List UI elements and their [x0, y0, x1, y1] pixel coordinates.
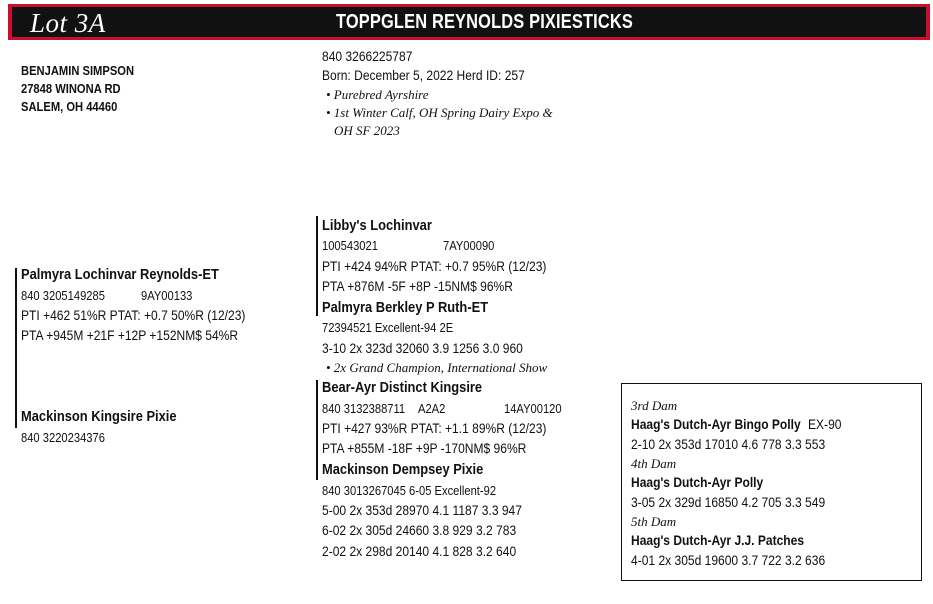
third-dam-score: EX-90 [808, 416, 842, 432]
lot-number: Lot 3A [30, 8, 106, 38]
dam-dam-record-1: 5-00 2x 353d 28970 4.1 1187 3.3 947 [322, 502, 522, 518]
header-banner-inner [12, 7, 926, 37]
sire-dam-record: 3-10 2x 323d 32060 3.9 1256 3.0 960 [322, 340, 523, 356]
third-dam-record: 2-10 2x 353d 17010 4.6 778 3.3 553 [631, 436, 826, 452]
pedigree-line-sire-side [316, 216, 318, 316]
fourth-dam-label: 4th Dam [631, 456, 677, 471]
sire-sire-name: Libby's Lochinvar [322, 217, 432, 234]
third-dam-name: Haag's Dutch-Ayr Bingo Polly [631, 416, 801, 432]
animal-born: Born: December 5, 2022 Herd ID: 257 [322, 67, 525, 83]
sire-name: Palmyra Lochinvar Reynolds-ET [21, 266, 219, 283]
fifth-dam-label: 5th Dam [631, 514, 677, 529]
sire-dam-id: 72394521 Excellent-94 2E [322, 320, 454, 335]
consignor-name: BENJAMIN SIMPSON [21, 63, 135, 78]
sire-pta: PTA +945M +21F +12P +152NM$ 54%R [21, 327, 239, 343]
dam-sire-reg: A2A2 [418, 401, 446, 416]
sire-id: 840 3205149285 [21, 288, 105, 303]
sire-sire-id: 100543021 [322, 238, 378, 253]
fifth-dam-record: 4-01 2x 305d 19600 3.7 722 3.2 636 [631, 552, 826, 568]
fourth-dam-record: 3-05 2x 329d 16850 4.2 705 3.3 549 [631, 494, 826, 510]
sire-sire-pti: PTI +424 94%R PTAT: +0.7 95%R (12/23) [322, 258, 547, 274]
fifth-dam-name: Haag's Dutch-Ayr J.J. Patches [631, 532, 805, 548]
pedigree-line-dam-side [316, 380, 318, 480]
animal-id: 840 3266225787 [322, 48, 413, 64]
dam-sire-id: 840 3132388711 [322, 401, 406, 416]
dam-sire-pti: PTI +427 93%R PTAT: +1.1 89%R (12/23) [322, 420, 547, 436]
sire-dam-note: • 2x Grand Champion, International Show [326, 360, 548, 375]
animal-note-2: • 1st Winter Calf, OH Spring Dairy Expo & [326, 105, 553, 120]
animal-note-1: • Purebred Ayrshire [326, 87, 429, 102]
header-banner [8, 4, 930, 40]
consignor-address: 27848 WINONA RD [21, 81, 121, 96]
dam-dam-record-2: 6-02 2x 305d 24660 3.8 929 3.2 783 [322, 522, 517, 538]
dam-dam-record-3: 2-02 2x 298d 20140 4.1 828 3.2 640 [322, 543, 517, 559]
dam-sire-name: Bear-Ayr Distinct Kingsire [322, 379, 483, 396]
dam-name: Mackinson Kingsire Pixie [21, 408, 177, 425]
sire-dam-name: Palmyra Berkley P Ruth-ET [322, 299, 489, 316]
sire-sire-pta: PTA +876M -5F +8P -15NM$ 96%R [322, 278, 513, 294]
third-dam-label: 3rd Dam [631, 398, 678, 413]
dam-sire-pta: PTA +855M -18F +9P -170NM$ 96%R [322, 440, 527, 456]
dam-dam-name: Mackinson Dempsey Pixie [322, 461, 484, 478]
animal-note-3: OH SF 2023 [334, 123, 400, 138]
consignor-city: SALEM, OH 44460 [21, 99, 118, 114]
sire-code: 9AY00133 [141, 288, 193, 303]
dam-id: 840 3220234376 [21, 430, 105, 445]
dam-sire-code: 14AY00120 [504, 401, 562, 416]
sire-sire-code: 7AY00090 [443, 238, 495, 253]
pedigree-line-sire-dam [15, 268, 17, 428]
dam-dam-id: 840 3013267045 6-05 Excellent-92 [322, 483, 497, 498]
fourth-dam-name: Haag's Dutch-Ayr Polly [631, 474, 764, 490]
sire-pti: PTI +462 51%R PTAT: +0.7 50%R (12/23) [21, 307, 246, 323]
animal-name: TOPPGLEN REYNOLDS PIXIESTICKS [336, 11, 633, 33]
